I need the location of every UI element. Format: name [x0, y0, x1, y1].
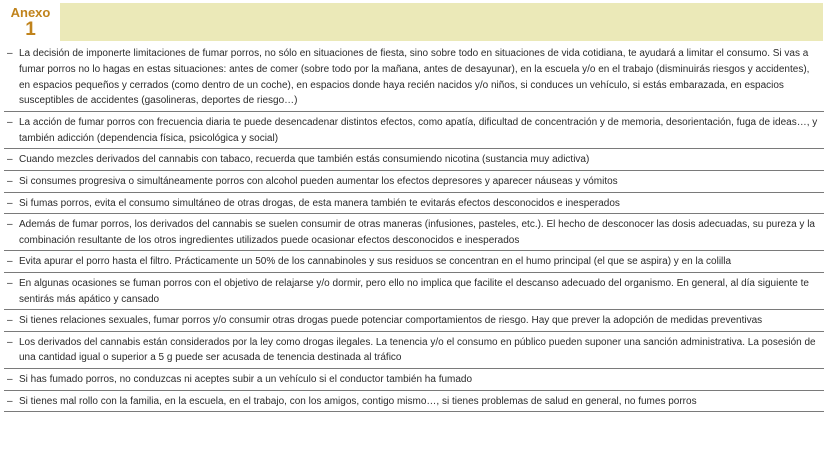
list-item-text: Si tienes relaciones sexuales, fumar porros y/o consumir otras drogas puede potenciar comportamientos de riesgo. Hay que prever la adopción de medidas preventivas: [19, 315, 763, 327]
list-item-text: Si consumes progresiva o simultáneamente porros con alcohol pueden aumentar los efectos depresores y aparecer náuseas y vómitos: [19, 175, 618, 187]
bullet-dash: –: [7, 117, 13, 129]
list-item: [4, 273, 824, 310]
annex-number: 1: [25, 19, 36, 40]
list-item-text: Además de fumar porros, los derivados del cannabis se suelen consumir de otras maneras (infusiones, pasteles, etc.). El hecho de desconocer las dosis adecuadas, su pureza y la combinación resultante de los otros ingredientes utilizados puede ocasionar efectos desconocidos e inesperados: [19, 219, 815, 246]
list-item: [4, 171, 824, 193]
annex-header: [3, 3, 823, 41]
list-item-text: Si tienes mal rollo con la familia, en la escuela, en el trabajo, con los amigos, contigo mismo…, si tienes problemas de salud en general, no fumes porros: [19, 395, 697, 407]
bullet-dash: –: [7, 315, 13, 327]
list-item: [4, 149, 824, 171]
annex-badge: [3, 3, 60, 41]
list-item: [4, 391, 824, 413]
list-item-text: Si has fumado porros, no conduzcas ni aceptes subir a un vehículo si el conductor también ha fumado: [19, 373, 473, 385]
list-item: [4, 332, 824, 369]
list-item-text: En algunas ocasiones se fuman porros con el objetivo de relajarse y/o dormir, pero ello no implica que facilite el descanso adecuado del organismo. En general, al día siguiente te sentirás más apático y cansado: [19, 277, 809, 305]
bullet-dash: –: [7, 175, 13, 187]
bullet-dash: –: [7, 197, 13, 209]
bullet-dash: –: [7, 395, 13, 407]
annex-label: Anexo: [10, 5, 51, 20]
bullet-dash: –: [7, 256, 13, 268]
list-item: [4, 369, 824, 391]
list-item: [4, 310, 824, 332]
list-item-text: La acción de fumar porros con frecuencia diaria te puede desencadenar distintos efectos, como apatía, dificultad de concentración y de memoria, desorientación, fuga de ideas…, y también adicción (dependencia física, psicológica y social): [19, 117, 818, 144]
advice-list: [4, 43, 824, 412]
bullet-dash: –: [7, 219, 13, 231]
list-item-text: Si fumas porros, evita el consumo simultáneo de otras drogas, de esta manera también te evitarás efectos desconocidos e inesperados: [19, 197, 620, 209]
bullet-dash: –: [7, 336, 13, 348]
list-item: [4, 112, 824, 149]
bullet-dash: –: [7, 154, 13, 166]
bullet-dash: –: [7, 48, 13, 59]
list-item: [4, 193, 824, 215]
list-item-text: Los derivados del cannabis están considerados por la ley como drogas ilegales. La tenencia y/o el consumo en público pueden suponer una sanción administrativa. La posesión de una cantidad igual o superior a 5 g puede ser acusada de tenencia destinada al tráfico: [19, 336, 816, 364]
bullet-dash: –: [7, 277, 13, 289]
list-item: [4, 251, 824, 273]
list-item-text: Evita apurar el porro hasta el filtro. Prácticamente un 50% de los cannabinoles y sus residuos se concentran en el humo principal (el que se aspira) y en la colilla: [19, 256, 732, 268]
list-item-text: Cuando mezcles derivados del cannabis con tabaco, recuerda que también estás consumiendo nicotina (sustancia muy adictiva): [19, 154, 590, 166]
list-item: [4, 43, 824, 112]
list-item: [4, 214, 824, 251]
bullet-dash: –: [7, 373, 13, 385]
list-item-text: La decisión de imponerte limitaciones de fumar porros, no sólo en situaciones de fiesta, sino sobre todo en situaciones de vida cotidiana, te ayudará a limitar el consumo. Si vas a fumar porros no lo hagas en estas situaciones: antes de comer (sobre todo por la mañana, antes de desayunar), en la escuela y/o en el trabajo (disminuirás riesgos y accidentes), en espacios pequeños y cerrados (como dentro de un coche), en espacios donde haya recién nacidos y/o niños, si conduces un vehículo, si estás embarazada, en espacios susceptibles de accidentes (gasolineras, deportes de riesgo…): [19, 48, 810, 107]
